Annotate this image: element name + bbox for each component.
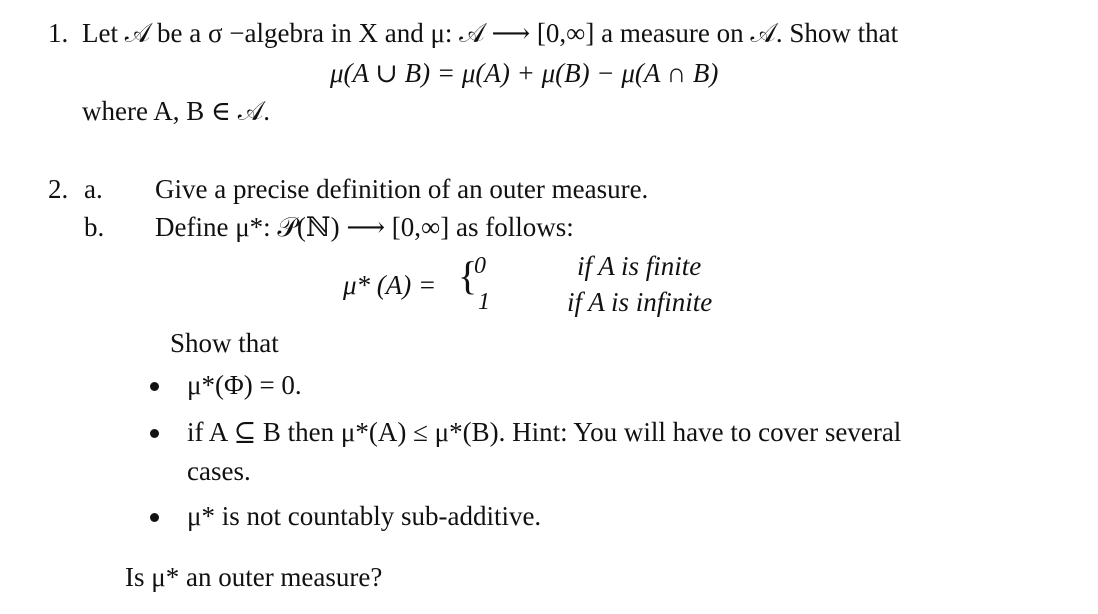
piecewise-condition-finite: if A is finite bbox=[577, 251, 702, 281]
show-that-label: Show that bbox=[170, 328, 279, 358]
bullet-item-1: μ*(Φ) = 0. bbox=[187, 370, 302, 400]
q2-part-b-label: b. bbox=[84, 212, 105, 242]
q1-where: where A, B ∈ 𝒜. bbox=[82, 96, 271, 126]
bullet-marker-2 bbox=[150, 429, 159, 438]
q2-part-a-text: Give a precise definition of an outer measure. bbox=[155, 174, 649, 204]
bullet-item-3: μ* is not countably sub-additive. bbox=[187, 501, 542, 531]
q1-number: 1. bbox=[48, 18, 69, 48]
bullet-item-2-continuation: cases. bbox=[187, 456, 251, 486]
piecewise-brace: { bbox=[458, 253, 478, 298]
q1-intro: Let 𝒜 be a σ −algebra in X and μ: 𝒜 ⟶ [0,∞] a measure on 𝒜. Show that bbox=[82, 18, 899, 48]
bullet-marker-3 bbox=[150, 513, 159, 522]
piecewise-condition-infinite: if A is infinite bbox=[567, 287, 713, 317]
piecewise-value-finite: 0 bbox=[474, 253, 486, 279]
q2-part-a-label: a. bbox=[84, 174, 103, 204]
bullet-item-2: if A ⊆ B then μ*(A) ≤ μ*(B). Hint: You will have to cover several bbox=[187, 417, 902, 447]
q2-number: 2. bbox=[48, 174, 69, 204]
piecewise-lhs: μ* (A) = bbox=[343, 270, 437, 300]
q2-part-b-text: Define μ*: 𝒫(ℕ) ⟶ [0,∞] as follows: bbox=[155, 212, 574, 242]
piecewise-value-infinite: 1 bbox=[478, 289, 490, 315]
q1-equation: μ(A ∪ B) = μ(A) + μ(B) − μ(A ∩ B) bbox=[330, 58, 719, 88]
closing-question: Is μ* an outer measure? bbox=[125, 562, 383, 592]
bullet-marker-1 bbox=[150, 382, 159, 391]
